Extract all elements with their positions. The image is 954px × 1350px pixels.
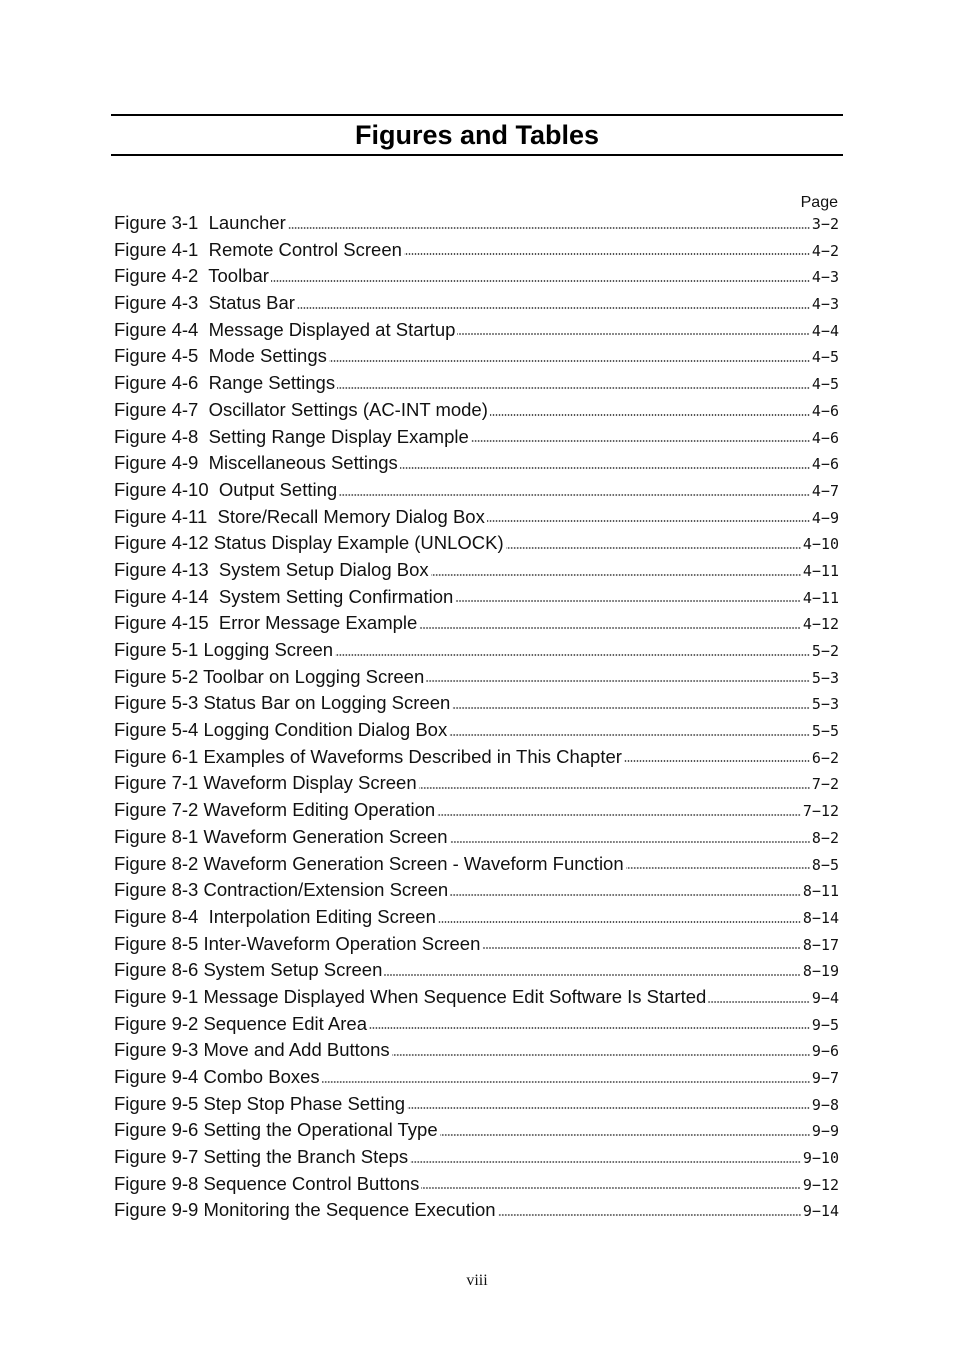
toc-entry-page: 8−17 [802, 935, 839, 954]
dot-leader [339, 494, 810, 496]
toc-entry[interactable] [114, 397, 839, 424]
toc-entry-page: 4−12 [802, 615, 839, 634]
toc-entry-title: Figure 4-3 Status Bar [114, 292, 295, 314]
toc-entry[interactable] [114, 370, 839, 397]
toc-entry-title: Figure 4-1 Remote Control Screen [114, 238, 402, 260]
toc-entry-title: Figure 4-7 Oscillator Settings (AC-INT mode) [114, 398, 488, 420]
toc-entry-page: 4−10 [802, 535, 839, 554]
toc-entry-title: Figure 5-3 Status Bar on Logging Screen [114, 692, 451, 714]
toc-entry[interactable] [114, 343, 839, 370]
dot-leader [384, 974, 800, 976]
toc-entry-page: 7−2 [811, 775, 839, 794]
toc-entry[interactable] [114, 957, 839, 984]
toc-entry-page: 5−2 [811, 642, 839, 660]
toc-entry-page: 4−5 [811, 348, 839, 367]
toc-entry-page: 4−2 [811, 241, 839, 260]
toc-entry-title: Figure 4-6 Range Settings [114, 372, 336, 394]
dot-leader [624, 760, 810, 762]
toc-entry-title: Figure 8-2 Waveform Generation Screen - Waveform Function [114, 852, 624, 874]
toc-entry-title: Figure 4-9 Miscellaneous Settings [114, 452, 398, 474]
toc-entry-title: Figure 9-1 Message Displayed When Sequence Edit Software Is Started [114, 985, 707, 1007]
toc-entry-page: 9−7 [811, 1069, 839, 1087]
toc-entry[interactable] [114, 851, 839, 878]
toc-entry[interactable] [114, 744, 839, 771]
toc-entry-page: 8−2 [811, 828, 839, 847]
toc-entry-page: 8−5 [811, 855, 839, 874]
dot-leader [449, 734, 810, 736]
toc-entry-page: 5−3 [811, 668, 839, 687]
toc-entry-title: Figure 4-15 Error Message Example [114, 612, 418, 634]
toc-entry[interactable] [114, 290, 839, 317]
toc-entry-title: Figure 4-12 Status Display Example (UNLOCK) [114, 532, 504, 554]
dot-leader [288, 227, 810, 229]
toc-entry-title: Figure 4-13 System Setup Dialog Box [114, 558, 429, 580]
dot-leader [450, 841, 810, 843]
dot-leader [471, 440, 810, 442]
toc-entry[interactable] [114, 824, 839, 851]
toc-entry-page: 7−12 [802, 802, 839, 821]
toc-entry-title: Figure 5-1 Logging Screen [114, 639, 334, 660]
toc-entry[interactable] [114, 797, 839, 824]
dot-leader [392, 1054, 810, 1056]
toc-entry[interactable] [114, 210, 839, 237]
toc-entry-page: 4−3 [811, 268, 839, 287]
toc-entry-page: 3−2 [811, 215, 839, 233]
dot-leader [455, 600, 801, 602]
toc-entry-title: Figure 9-5 Step Stop Phase Setting [114, 1092, 406, 1114]
toc-entry[interactable] [114, 1197, 839, 1224]
toc-entry[interactable] [114, 1091, 839, 1118]
toc-entry[interactable] [114, 530, 839, 557]
toc-entry[interactable] [114, 237, 839, 264]
toc-entry-page: 6−2 [811, 748, 839, 767]
dot-leader [419, 787, 810, 789]
dot-leader [322, 1081, 810, 1083]
toc-entry-page: 9−9 [811, 1122, 839, 1141]
toc-entry-title: Figure 8-5 Inter-Waveform Operation Screen [114, 932, 481, 954]
dot-leader [457, 333, 810, 335]
toc-entry[interactable] [114, 1011, 839, 1038]
toc-entry-title: Figure 4-8 Setting Range Display Example [114, 425, 469, 447]
dot-leader [337, 387, 810, 389]
toc-entry-title: Figure 9-6 Setting the Operational Type [114, 1119, 438, 1141]
dot-leader [431, 574, 801, 576]
dot-leader [490, 414, 810, 416]
toc-entry[interactable] [114, 637, 839, 664]
toc-entry-title: Figure 8-1 Waveform Generation Screen [114, 825, 448, 847]
toc-entry-page: 8−19 [802, 962, 839, 981]
toc-entry-page: 4−11 [802, 561, 839, 580]
toc-entry-title: Figure 4-10 Output Setting [114, 478, 338, 500]
toc-entry-page: 9−8 [811, 1095, 839, 1114]
dot-leader [498, 1214, 801, 1216]
toc-entry-title: Figure 5-2 Toolbar on Logging Screen [114, 665, 425, 687]
toc-entry-page: 8−11 [802, 882, 839, 901]
toc-entry-page: 4−6 [811, 455, 839, 474]
toc-entry[interactable] [114, 770, 839, 797]
toc-entry-page: 9−6 [811, 1042, 839, 1061]
toc-entry[interactable] [114, 504, 839, 531]
toc-entry[interactable] [114, 877, 839, 904]
dot-leader [626, 867, 810, 869]
toc-entry-page: 4−11 [802, 588, 839, 607]
toc-entry-page: 9−14 [802, 1202, 839, 1221]
dot-leader [437, 814, 801, 816]
toc-entry-title: Figure 7-1 Waveform Display Screen [114, 772, 417, 794]
toc-entry-page: 9−4 [811, 988, 839, 1007]
toc-entry[interactable] [114, 984, 839, 1011]
toc-entry[interactable] [114, 931, 839, 958]
toc-entry-title: Figure 4-11 Store/Recall Memory Dialog Box [114, 505, 485, 527]
dot-leader [421, 1187, 800, 1189]
dot-leader [419, 627, 801, 629]
figures-list [114, 210, 839, 1224]
dot-leader [407, 1107, 810, 1109]
toc-entry[interactable] [114, 1037, 839, 1064]
dot-leader [410, 1161, 801, 1163]
dot-leader [329, 360, 810, 362]
toc-entry-title: Figure 8-6 System Setup Screen [114, 959, 383, 981]
toc-entry-page: 4−5 [811, 375, 839, 394]
toc-entry[interactable] [114, 477, 839, 504]
toc-entry-page: 4−9 [811, 508, 839, 527]
dot-leader [438, 921, 801, 923]
toc-entry-page: 5−3 [811, 695, 839, 714]
toc-entry-page: 4−7 [811, 481, 839, 500]
dot-leader [335, 654, 810, 656]
toc-entry-title: Figure 5-4 Logging Condition Dialog Box [114, 719, 448, 741]
toc-entry-page: 5−5 [811, 722, 839, 741]
dot-leader [450, 894, 801, 896]
toc-entry-page: 4−6 [811, 401, 839, 420]
dot-leader [369, 1027, 810, 1029]
dot-leader [271, 280, 810, 282]
toc-entry-title: Figure 9-2 Sequence Edit Area [114, 1012, 367, 1034]
toc-entry[interactable] [114, 584, 839, 611]
toc-entry-title: Figure 7-2 Waveform Editing Operation [114, 799, 436, 821]
dot-leader [487, 520, 810, 522]
toc-entry-title: Figure 8-4 Interpolation Editing Screen [114, 905, 436, 927]
toc-entry[interactable] [114, 424, 839, 451]
toc-entry-title: Figure 9-4 Combo Boxes [114, 1066, 320, 1087]
toc-entry-title: Figure 4-14 System Setting Confirmation [114, 585, 454, 607]
toc-entry-page: 4−6 [811, 428, 839, 447]
toc-entry-page: 9−5 [811, 1015, 839, 1034]
toc-entry[interactable] [114, 664, 839, 691]
dot-leader [708, 1001, 810, 1003]
toc-entry-title: Figure 4-4 Message Displayed at Startup [114, 318, 456, 340]
toc-entry-title: Figure 6-1 Examples of Waveforms Described in This Chapter [114, 745, 622, 767]
toc-entry[interactable] [114, 1117, 839, 1144]
toc-entry[interactable] [114, 717, 839, 744]
toc-entry[interactable] [114, 1064, 839, 1091]
dot-leader [297, 307, 810, 309]
page-title-block [111, 114, 843, 156]
dot-leader [400, 467, 810, 469]
toc-entry[interactable] [114, 610, 839, 637]
toc-entry-title: Figure 9-8 Sequence Control Buttons [114, 1172, 420, 1194]
toc-entry-title: Figure 3-1 Launcher [114, 212, 286, 233]
toc-entry[interactable] [114, 450, 839, 477]
dot-leader [426, 680, 810, 682]
dot-leader [506, 547, 801, 549]
toc-entry[interactable] [114, 1144, 839, 1171]
toc-entry-title: Figure 9-7 Setting the Branch Steps [114, 1146, 409, 1168]
toc-entry-page: 4−4 [811, 321, 839, 340]
toc-entry-page: 9−12 [802, 1175, 839, 1194]
toc-entry-page: 9−10 [802, 1149, 839, 1168]
toc-entry-title: Figure 8-3 Contraction/Extension Screen [114, 879, 449, 901]
dot-leader [452, 707, 810, 709]
toc-entry[interactable] [114, 317, 839, 344]
toc-entry[interactable] [114, 904, 839, 931]
toc-entry-title: Figure 4-2 Toolbar [114, 265, 269, 287]
toc-entry-title: Figure 9-3 Move and Add Buttons [114, 1039, 390, 1061]
toc-entry[interactable] [114, 690, 839, 717]
toc-entry-title: Figure 9-9 Monitoring the Sequence Execution [114, 1199, 496, 1221]
toc-entry-title: Figure 4-5 Mode Settings [114, 345, 327, 367]
toc-entry-page: 4−3 [811, 295, 839, 314]
page-title: Figures and Tables [354, 119, 600, 150]
page-column-label: Page [800, 194, 838, 211]
toc-entry[interactable] [114, 263, 839, 290]
dot-leader [482, 947, 800, 949]
toc-entry[interactable] [114, 557, 839, 584]
toc-entry-page: 8−14 [802, 908, 839, 927]
dot-leader [440, 1134, 810, 1136]
toc-entry[interactable] [114, 1171, 839, 1198]
page-number: viii [466, 1272, 488, 1289]
dot-leader [404, 253, 810, 255]
